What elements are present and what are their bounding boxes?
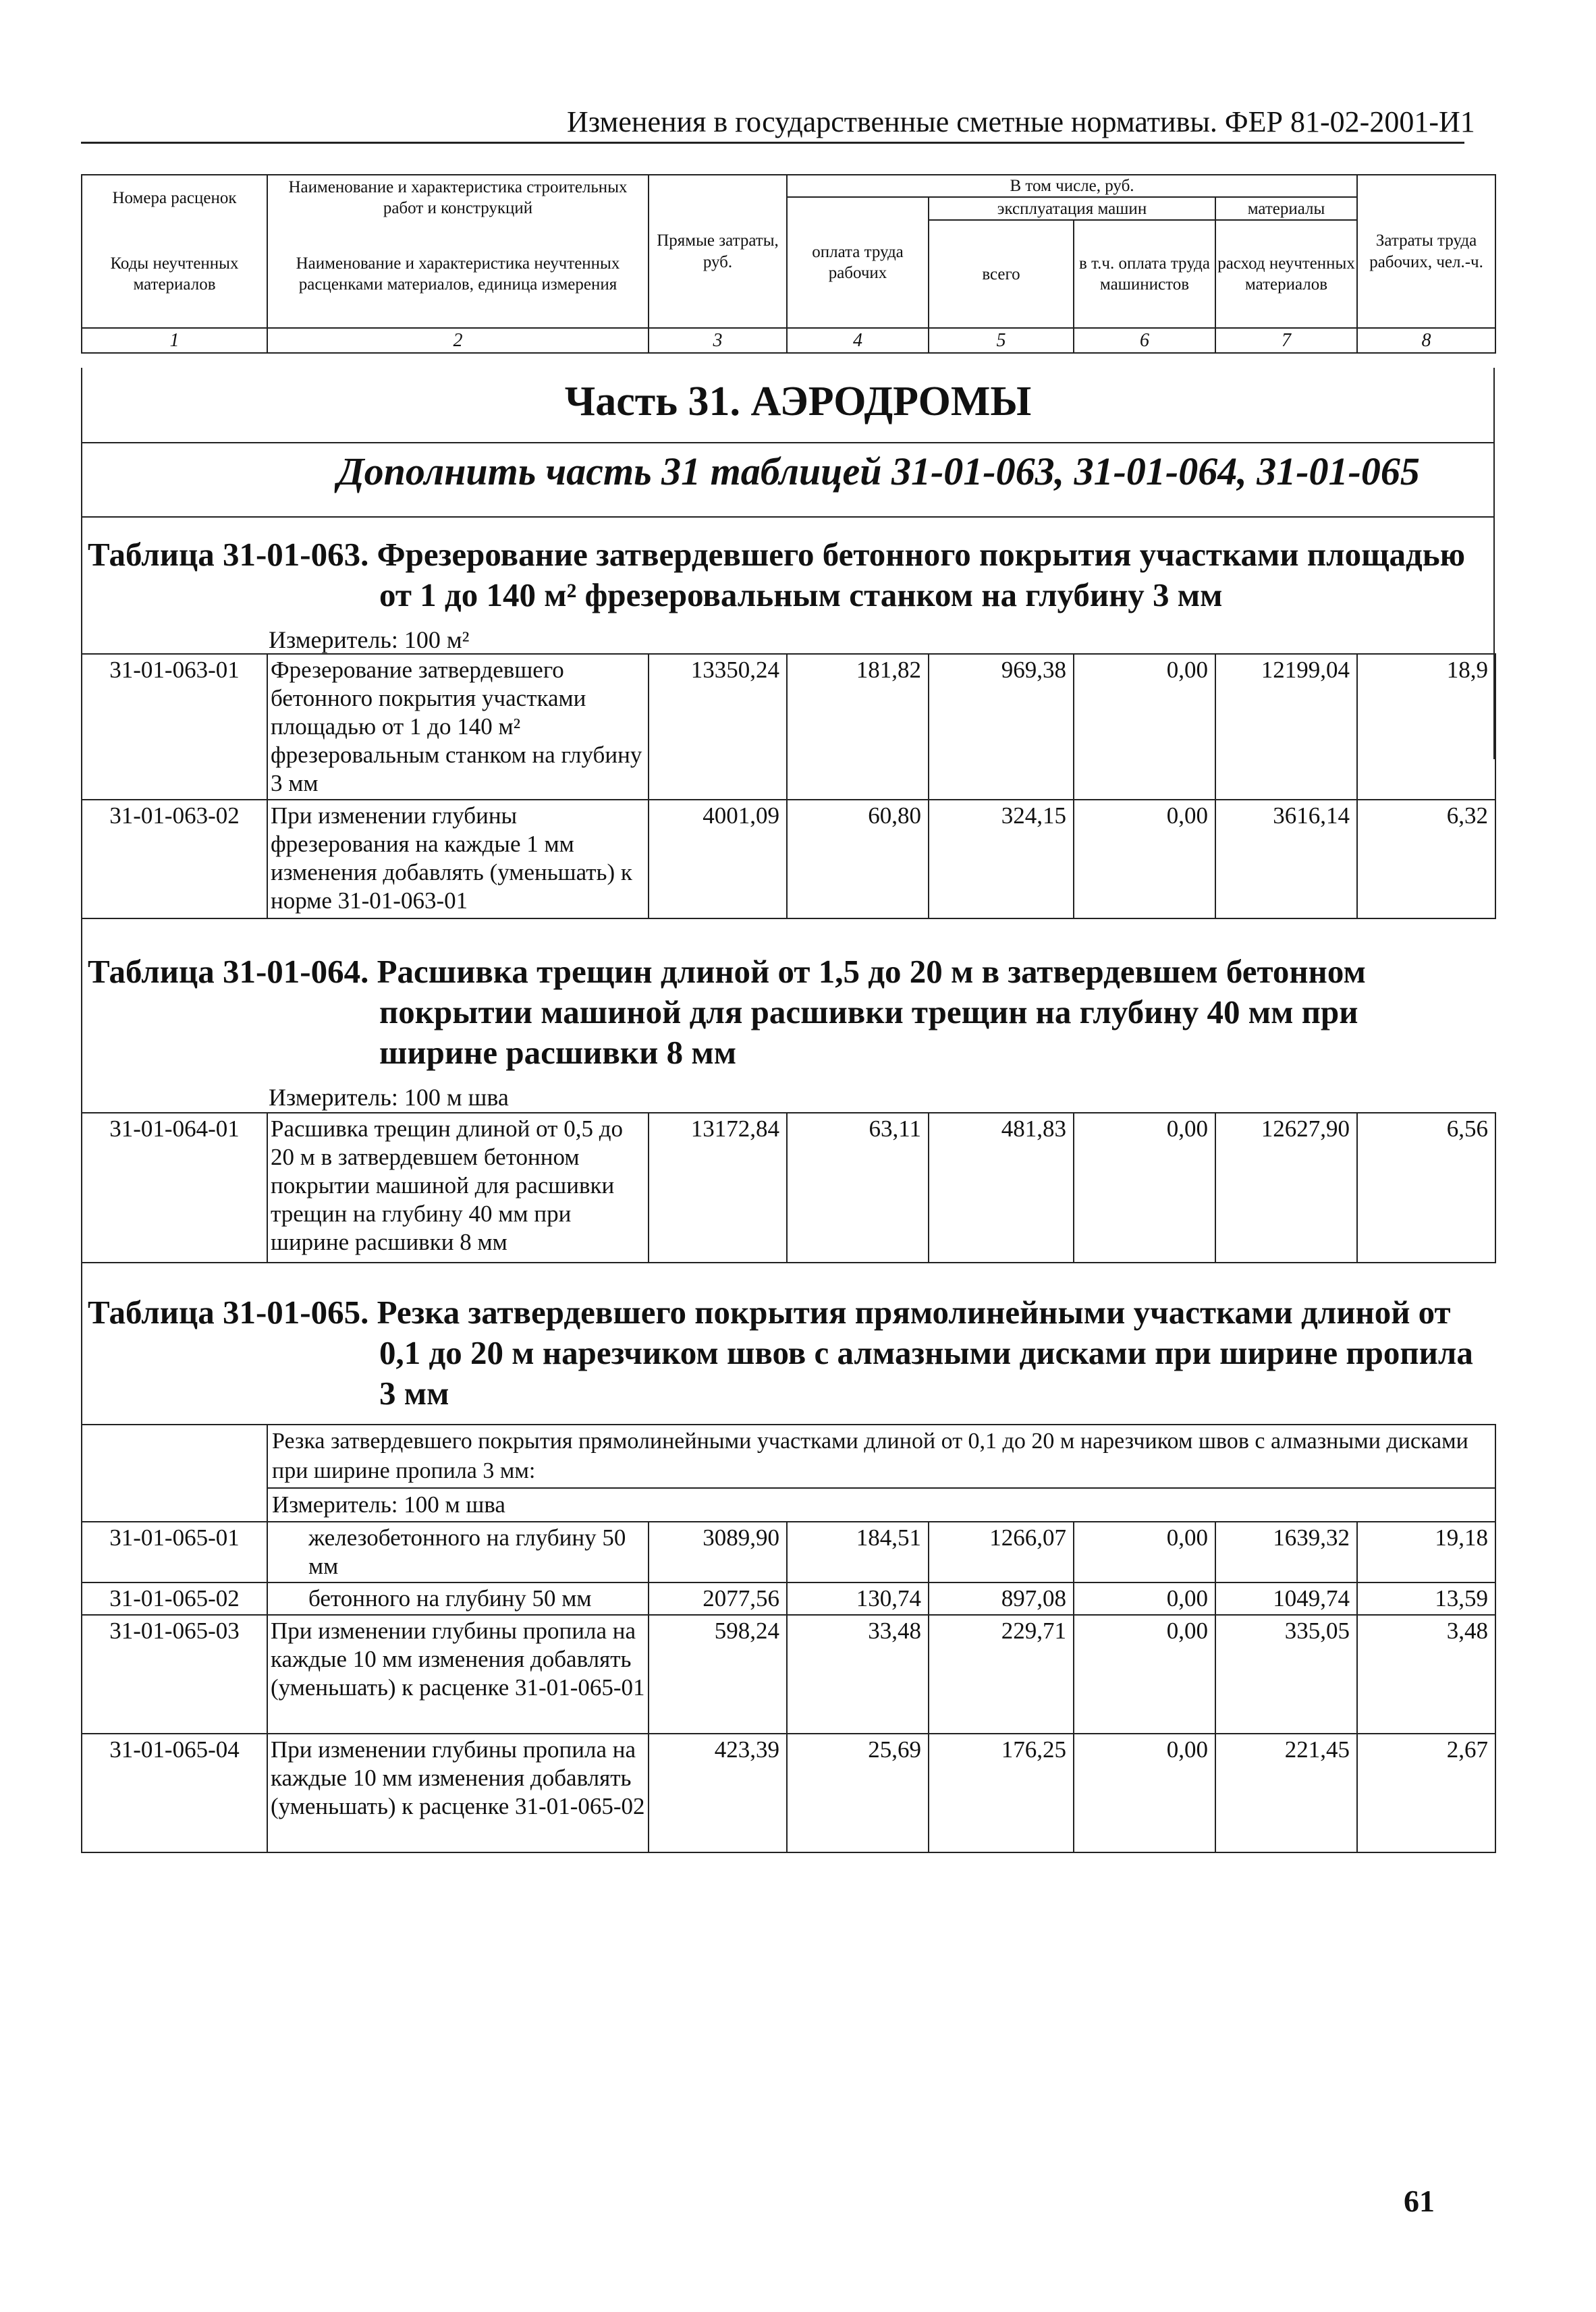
- materials-cost: 221,45: [1215, 1734, 1357, 1852]
- machines-total: 176,25: [929, 1734, 1074, 1852]
- col-header-materials: материалы: [1215, 197, 1357, 220]
- table-row: [82, 1113, 1495, 1263]
- materials-cost: 1639,32: [1215, 1522, 1357, 1582]
- part-title: Часть 31. АЭРОДРОМЫ: [564, 379, 1032, 424]
- rate-code: 31-01-063-01: [82, 654, 267, 800]
- col-header-materials-use: расход неучтенных материалов: [1215, 220, 1357, 328]
- table-064-title: [88, 952, 1495, 1073]
- labor-pay: 63,11: [787, 1113, 929, 1263]
- machines-total: 324,15: [929, 800, 1074, 918]
- rate-name: Расшивка трещин длиной от 0,5 до 20 м в затвердевшем бетонном покрытии машиной для расшивки трещин на глубину 40 мм при ширине расшивки 8 мм: [267, 1113, 649, 1263]
- direct-costs: 4001,09: [649, 800, 787, 918]
- machines-total: 229,71: [929, 1615, 1074, 1734]
- header-rule: [81, 142, 1464, 144]
- table-065-title-line3: 3 мм: [379, 1375, 449, 1412]
- col-header-material-names: Наименование и характеристика неучтенных расценками материалов, единица измерения: [267, 220, 649, 328]
- direct-costs: 598,24: [649, 1615, 787, 1734]
- col-header-group: В том числе, руб.: [787, 175, 1357, 197]
- operators-pay: 0,00: [1074, 1582, 1215, 1615]
- labor-pay: 181,82: [787, 654, 929, 800]
- col-number-1: 1: [82, 328, 267, 353]
- table-065-title: [88, 1292, 1495, 1414]
- direct-costs: 2077,56: [649, 1582, 787, 1615]
- labor-hours: 6,56: [1357, 1113, 1495, 1263]
- materials-cost: 1049,74: [1215, 1582, 1357, 1615]
- materials-cost: 3616,14: [1215, 800, 1357, 918]
- direct-costs: 3089,90: [649, 1522, 787, 1582]
- rate-name: Фрезерование затвердевшего бетонного покрытия участками площадью от 1 до 140 м² фрезеровальным станком на глубину 3 мм: [267, 654, 649, 800]
- col-number-6: 6: [1074, 328, 1215, 353]
- labor-pay: 184,51: [787, 1522, 929, 1582]
- col-number-7: 7: [1215, 328, 1357, 353]
- materials-cost: 335,05: [1215, 1615, 1357, 1734]
- col-header-operators-pay: в т.ч. оплата труда машинистов: [1074, 220, 1215, 328]
- machines-total: 1266,07: [929, 1522, 1074, 1582]
- operators-pay: 0,00: [1074, 800, 1215, 918]
- labor-pay: 33,48: [787, 1615, 929, 1734]
- col-header-direct-costs: Прямые затраты, руб.: [649, 175, 787, 328]
- measure-code-cell: [82, 1488, 267, 1522]
- column-header-table: [81, 174, 1496, 354]
- col-number-8: 8: [1357, 328, 1495, 353]
- labor-hours: 3,48: [1357, 1615, 1495, 1734]
- machines-total: 481,83: [929, 1113, 1074, 1263]
- intro-code-cell: [82, 1425, 267, 1488]
- labor-hours: 18,9: [1357, 654, 1495, 800]
- col-header-machines-total: всего: [929, 220, 1074, 328]
- supplement-rule: [81, 516, 1495, 518]
- part-title-rule: [81, 442, 1495, 443]
- machines-total: 897,08: [929, 1582, 1074, 1615]
- col-header-rates: Номера расценок: [82, 175, 267, 220]
- table-row: [82, 1522, 1495, 1582]
- table-064-title-line3: ширине расшивки 8 мм: [379, 1034, 737, 1071]
- table-row: [82, 654, 1495, 800]
- rate-code: 31-01-064-01: [82, 1113, 267, 1263]
- operators-pay: 0,00: [1074, 1113, 1215, 1263]
- labor-pay: 60,80: [787, 800, 929, 918]
- table-064-title-line1: Таблица 31-01-064. Расшивка трещин длиной от 1,5 до 20 м в затвердевшем бетонном: [88, 953, 1366, 990]
- labor-hours: 6,32: [1357, 800, 1495, 918]
- operators-pay: 0,00: [1074, 1734, 1215, 1852]
- materials-cost: 12627,90: [1215, 1113, 1357, 1263]
- table-063-measure: Измеритель: 100 м²: [269, 626, 470, 653]
- col-header-labor-hours: Затраты труда рабочих, чел.-ч.: [1357, 175, 1495, 328]
- table-063-title-line2: от 1 до 140 м² фрезеровальным станком на глубину 3 мм: [379, 576, 1223, 613]
- rate-name: бетонного на глубину 50 мм: [267, 1582, 649, 1615]
- col-number-4: 4: [787, 328, 929, 353]
- page-header-title: Изменения в государственные сметные нормативы. ФЕР 81-02-2001-И1: [567, 105, 1475, 138]
- rate-name: При изменении глубины фрезерования на каждые 1 мм изменения добавлять (уменьшать) к норме 31-01-063-01: [267, 800, 649, 918]
- rate-code: 31-01-065-03: [82, 1615, 267, 1734]
- direct-costs: 13172,84: [649, 1113, 787, 1263]
- rate-code: 31-01-065-01: [82, 1522, 267, 1582]
- col-header-machines: эксплуатация машин: [929, 197, 1215, 220]
- table-065: [81, 1424, 1496, 1853]
- supplement-note: Дополнить часть 31 таблицей 31-01-063, 31-01-064, 31-01-065: [337, 449, 1420, 493]
- col-header-works: Наименование и характеристика строительных работ и конструкций: [267, 175, 649, 220]
- col-number-5: 5: [929, 328, 1074, 353]
- col-header-material-codes: Коды неучтенных материалов: [82, 220, 267, 328]
- direct-costs: 423,39: [649, 1734, 787, 1852]
- rate-code: 31-01-065-04: [82, 1734, 267, 1852]
- labor-pay: 25,69: [787, 1734, 929, 1852]
- operators-pay: 0,00: [1074, 654, 1215, 800]
- col-number-3: 3: [649, 328, 787, 353]
- col-number-2: 2: [267, 328, 649, 353]
- operators-pay: 0,00: [1074, 1522, 1215, 1582]
- rate-code: 31-01-063-02: [82, 800, 267, 918]
- table-063-title-line1: Таблица 31-01-063. Фрезерование затвердевшего бетонного покрытия участками площадью: [88, 536, 1466, 573]
- table-064-title-line2: покрытии машиной для расшивки трещин на глубину 40 мм при: [379, 993, 1358, 1030]
- labor-hours: 13,59: [1357, 1582, 1495, 1615]
- col-header-labor-pay: оплата труда рабочих: [787, 197, 929, 328]
- machines-total: 969,38: [929, 654, 1074, 800]
- table-065-title-line2: 0,1 до 20 м нарезчиком швов с алмазными дисками при ширине пропила: [379, 1334, 1473, 1371]
- table-row: [82, 1615, 1495, 1734]
- labor-hours: 19,18: [1357, 1522, 1495, 1582]
- operators-pay: 0,00: [1074, 1615, 1215, 1734]
- rate-name: При изменении глубины пропила на каждые 10 мм изменения добавлять (уменьшать) к расценке 31-01-065-01: [267, 1615, 649, 1734]
- rate-code: 31-01-065-02: [82, 1582, 267, 1615]
- table-063-title: [88, 534, 1495, 615]
- labor-pay: 130,74: [787, 1582, 929, 1615]
- materials-cost: 12199,04: [1215, 654, 1357, 800]
- direct-costs: 13350,24: [649, 654, 787, 800]
- table-063: [81, 653, 1496, 919]
- table-065-measure: Измеритель: 100 м шва: [267, 1488, 1495, 1522]
- table-065-intro: Резка затвердевшего покрытия прямолинейными участками длиной от 0,1 до 20 м нарезчиком швов с алмазными дисками при ширине пропила 3 мм:: [267, 1425, 1495, 1488]
- table-row: [82, 1734, 1495, 1852]
- table-row: [82, 800, 1495, 918]
- table-row: [82, 1582, 1495, 1615]
- page-number: 61: [1404, 2184, 1435, 2218]
- rate-name: железобетонного на глубину 50 мм: [267, 1522, 649, 1582]
- rate-name: При изменении глубины пропила на каждые 10 мм изменения добавлять (уменьшать) к расценке 31-01-065-02: [267, 1734, 649, 1852]
- labor-hours: 2,67: [1357, 1734, 1495, 1852]
- table-064-measure: Измеритель: 100 м шва: [269, 1084, 509, 1111]
- table-065-title-line1: Таблица 31-01-065. Резка затвердевшего покрытия прямолинейными участками длиной от: [88, 1294, 1451, 1331]
- table-064: [81, 1112, 1496, 1263]
